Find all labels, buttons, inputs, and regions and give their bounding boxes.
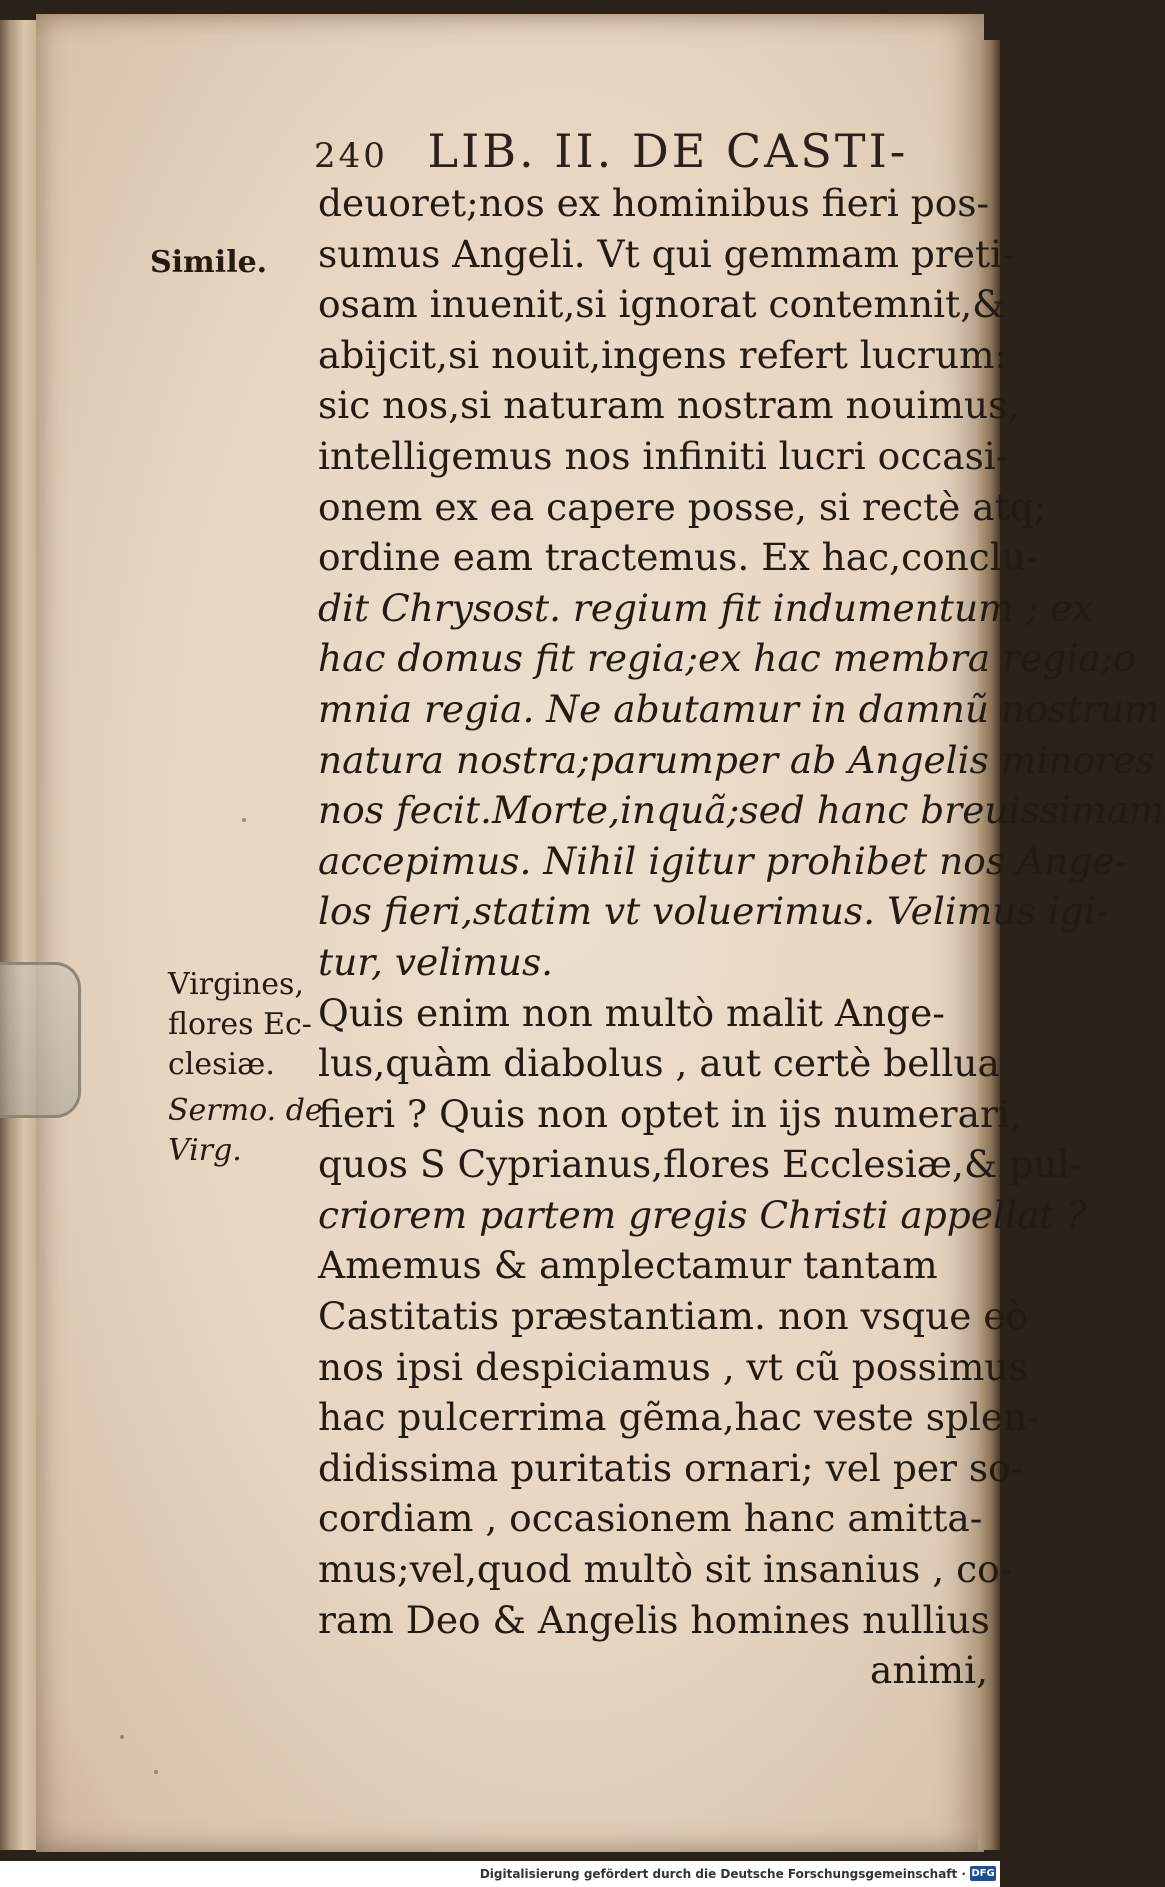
text-line: accepimus. Nihil igitur prohibet nos Ange- — [318, 838, 1128, 883]
dfg-logo-icon: DFG — [971, 1868, 995, 1879]
margin-note-simile: Simile. — [150, 245, 268, 280]
text-line: intelligemus nos infiniti lucri occasi- — [318, 433, 1009, 478]
paper-speck — [154, 1770, 158, 1774]
text-line: lus,quàm diabolus , aut certè bellua — [318, 1041, 1000, 1086]
text-line: mnia regia. Ne abutamur in damnũ nostrum — [318, 686, 1160, 731]
text-line: nos ipsi despiciamus , vt cũ possimus — [318, 1344, 1028, 1389]
text-line: cordiam , occasionem hanc amitta- — [318, 1496, 983, 1541]
main-text-block — [318, 178, 1165, 1696]
catchword: animi, — [870, 1648, 988, 1693]
running-head-title: LIB. II. DE CASTI- — [427, 124, 909, 178]
footer-bar — [0, 1861, 1000, 1887]
margin-note-sermo: Sermo. de Virg. — [168, 1093, 323, 1168]
text-line: ordine eam tractemus. Ex hac,conclu- — [318, 535, 1039, 580]
text-line: hac pulcerrima gẽma,hac veste splen- — [318, 1395, 1040, 1440]
text-line: abijcit,si nouit,ingens refert lucrum: — [318, 332, 1008, 377]
page-clip — [0, 962, 81, 1118]
book-spine-edge — [0, 20, 40, 1850]
text-line: hac domus fit regia;ex hac membra regia;o — [318, 636, 1136, 681]
text-line: deuoret;nos ex hominibus fieri pos- — [318, 181, 990, 225]
text-line: Quis enim non multò malit Ange- — [318, 990, 945, 1035]
text-line: mus;vel,quod multò sit insanius , co- — [318, 1547, 1013, 1592]
paper-speck — [242, 818, 246, 822]
funding-credit: Digitalisierung gefördert durch die Deutsche Forschungsgemeinschaft · — [479, 1867, 966, 1881]
text-line: sumus Angeli. Vt qui gemmam preti- — [318, 231, 1015, 276]
text-line: tur, velimus. — [318, 939, 554, 984]
text-line: natura nostra;parumper ab Angelis minores — [318, 737, 1155, 782]
paper-speck — [120, 1735, 124, 1739]
text-line: dit Chrysost. regium fit indumentum ; ex — [318, 585, 1094, 630]
text-line: ram Deo & Angelis homines nullius — [318, 1597, 990, 1642]
page-number: 240 — [314, 136, 388, 176]
text-line: Castitatis præstantiam. non vsque eò — [318, 1294, 1029, 1339]
text-line: fieri ? Quis non optet in ijs numerari, — [318, 1091, 1022, 1136]
text-line: osam inuenit,si ignorat contemnit,& — [318, 282, 1006, 327]
text-line: sic nos,si naturam nostram nouimus, — [318, 383, 1020, 428]
text-line: Amemus & amplectamur tantam — [318, 1243, 938, 1288]
text-line: didissima puritatis ornari; vel per so- — [318, 1445, 1024, 1490]
text-line: onem ex ea capere posse, si rectè atq; — [318, 484, 1047, 529]
text-line: los fieri,statim vt voluerimus. Velimus igi- — [318, 889, 1109, 934]
running-header — [314, 124, 908, 178]
text-line: nos fecit.Morte,inquã;sed hanc breuissimam — [318, 788, 1165, 833]
text-line: criorem partem gregis Christi appellat ? — [318, 1192, 1087, 1237]
margin-note-virgines: Virgines, flores Ec- clesiæ. — [168, 967, 312, 1082]
text-line: quos S Cyprianus,flores Ecclesiæ,& pul- — [318, 1142, 1083, 1187]
